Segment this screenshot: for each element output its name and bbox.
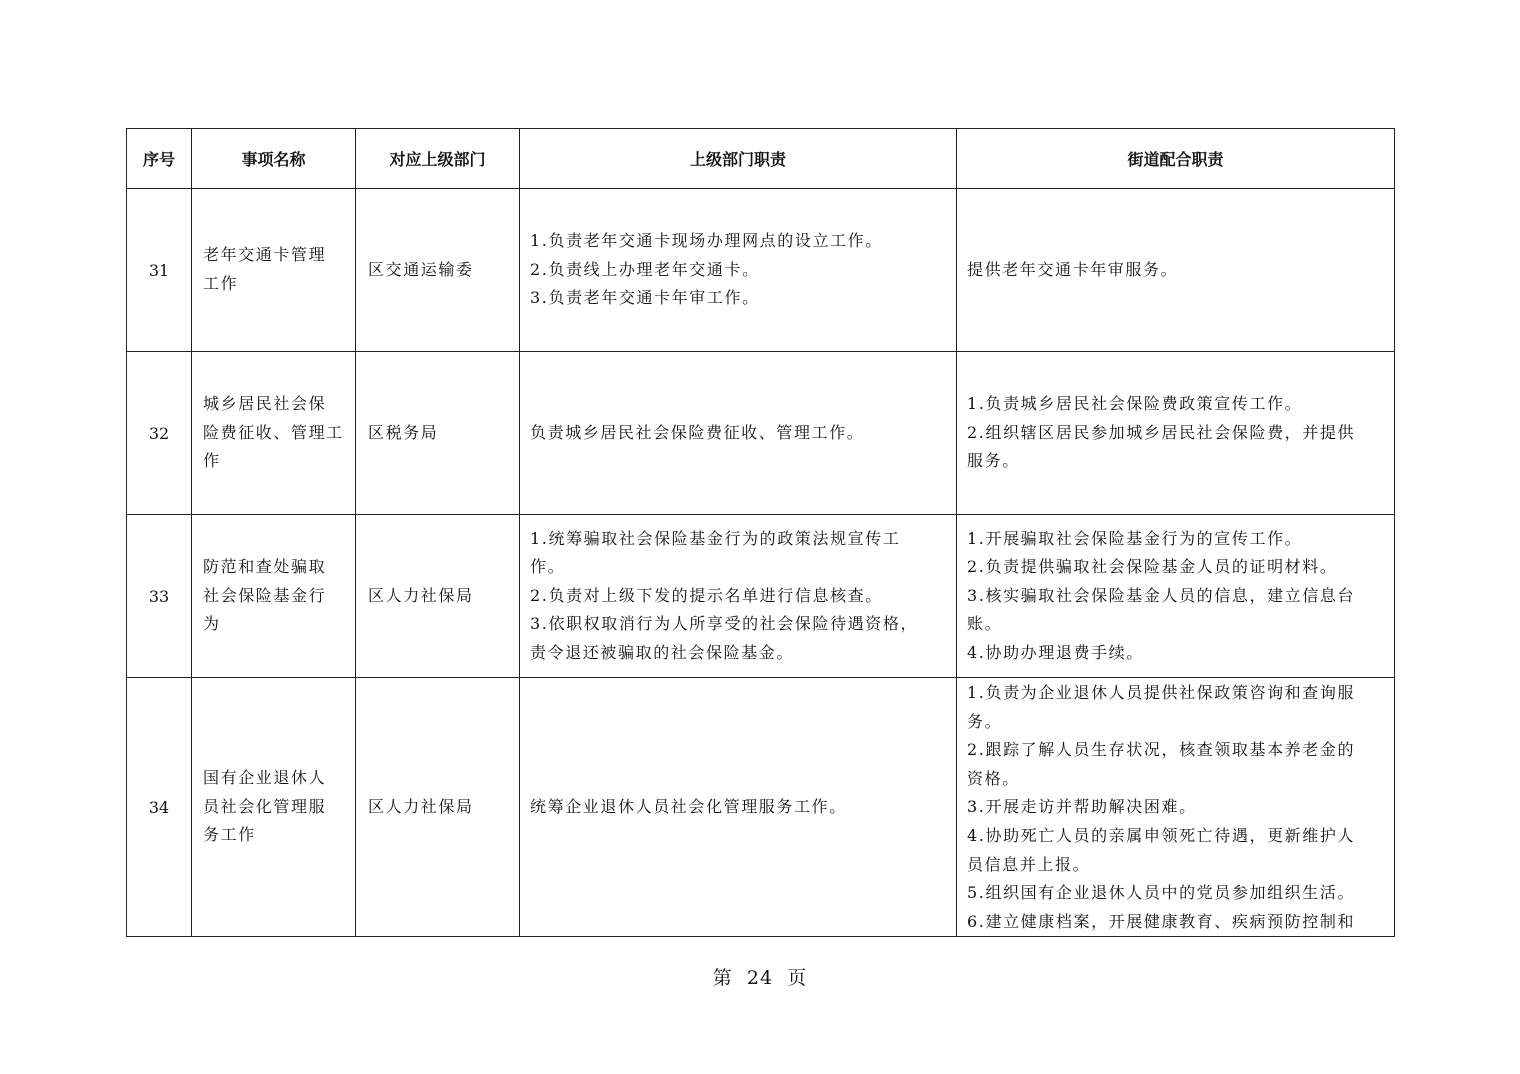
table-row: [127, 352, 1395, 515]
street-duties-cell: [957, 352, 1395, 515]
item-name-cell: [192, 678, 356, 937]
item-name-cell: [192, 352, 356, 515]
street-duties-text: 1.开展骗取社会保险基金行为的宣传工作。 2.负责提供骗取社会保险基金人员的证明材料。 3.核实骗取社会保险基金人员的信息，建立信息台 账。 4.协助办理退费手续。: [967, 528, 1356, 662]
duties-table: [126, 128, 1395, 937]
superior-duties-text: 1.统筹骗取社会保险基金行为的政策法规宣传工 作。 2.负责对上级下发的提示名单进行信息核查。 3.依职权取消行为人所享受的社会保险待遇资格， 责令退还被骗取的社会保险基金。: [530, 528, 919, 662]
street-duties-cell: [957, 515, 1395, 678]
header-superior-duties: 上级部门职责: [520, 129, 957, 189]
item-name-cell: [192, 189, 356, 352]
superior-duties-cell: [520, 352, 957, 515]
item-name-cell: [192, 515, 356, 678]
department-text: 区交通运输委: [368, 259, 474, 279]
superior-duties-cell: [520, 515, 957, 678]
item-name-text: 老年交通卡管理 工作: [203, 245, 327, 293]
item-name-text: 防范和查处骗取 社会保险基金行 为: [203, 557, 327, 634]
superior-duties-text: 统筹企业退休人员社会化管理服务工作。: [530, 796, 847, 816]
superior-duties-text: 负责城乡居民社会保险费征收、管理工作。: [530, 422, 865, 442]
street-duties-text: 1.负责为企业退休人员提供社保政策咨询和查询服 务。 2.跟踪了解人员生存状况，核查领取基本养老金的 资格。 3.开展走访并帮助解决困难。 4.协助死亡人员的亲属申领死亡待遇，更新维护人 员信息并上报。 5.组织国有企业退休人员中的党员参加组织生活。 6.建立健康档案，开展健康教育、疾病预防控制和: [967, 683, 1356, 931]
page-label-suffix: 页: [787, 967, 808, 989]
street-duties-cell: [957, 189, 1395, 352]
street-duties-text: 提供老年交通卡年审服务。: [967, 259, 1179, 279]
street-duties-text: 1.负责城乡居民社会保险费政策宣传工作。 2.组织辖区居民参加城乡居民社会保险费，并提供 服务。: [967, 394, 1356, 471]
table-row: [127, 189, 1395, 352]
department-cell: [356, 189, 520, 352]
page-number: 24: [746, 967, 774, 989]
table-row: [127, 678, 1395, 937]
header-serial-number: 序号: [127, 129, 192, 189]
superior-duties-cell: [520, 189, 957, 352]
item-name-text: 城乡居民社会保 险费征收、管理工 作: [203, 394, 344, 471]
serial-number-cell: 32: [127, 352, 192, 515]
serial-number-cell: 33: [127, 515, 192, 678]
street-duties-cell: [957, 678, 1395, 937]
department-text: 区税务局: [368, 422, 439, 442]
department-cell: [356, 678, 520, 937]
department-text: 区人力社保局: [368, 796, 474, 816]
header-item-name: 事项名称: [192, 129, 356, 189]
page-label-prefix: 第: [712, 967, 733, 989]
department-text: 区人力社保局: [368, 585, 474, 605]
header-superior-department: 对应上级部门: [356, 129, 520, 189]
department-cell: [356, 515, 520, 678]
superior-duties-cell: [520, 678, 957, 937]
page-footer: [0, 963, 1520, 990]
serial-number-cell: 34: [127, 678, 192, 937]
header-street-duties: 街道配合职责: [957, 129, 1395, 189]
serial-number-cell: 31: [127, 189, 192, 352]
department-cell: [356, 352, 520, 515]
table-header-row: [127, 129, 1395, 189]
superior-duties-text: 1.负责老年交通卡现场办理网点的设立工作。 2.负责线上办理老年交通卡。 3.负责老年交通卡年审工作。: [530, 231, 883, 308]
table-row: [127, 515, 1395, 678]
item-name-text: 国有企业退休人 员社会化管理服 务工作: [203, 768, 327, 845]
